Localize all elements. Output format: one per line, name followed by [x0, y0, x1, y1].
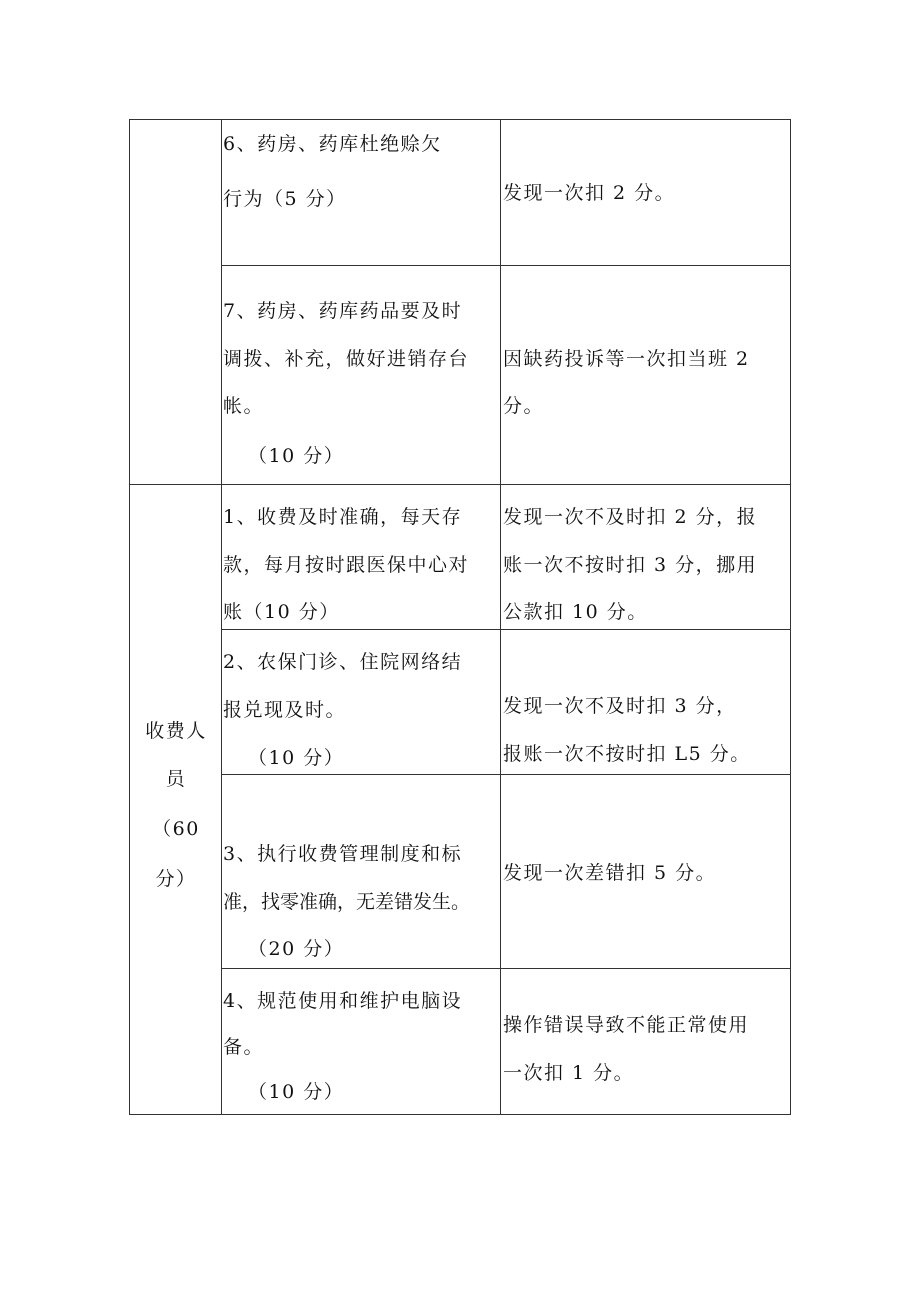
fee-criterion-1-line-1: 1、收费及时准确，每天存 [223, 506, 463, 528]
column-divider [500, 119, 501, 1115]
fee-criterion-4-line-2: 备。 [223, 1036, 265, 1058]
fee-criterion-4-line-3: （10 分） [248, 1081, 345, 1103]
fee-deduction-2-line-1: 发现一次不及时扣 3 分， [503, 695, 737, 717]
fee-criterion-3-line-3: （20 分） [248, 938, 345, 960]
fee-deduction-1-line-1: 发现一次不及时扣 2 分，报 [503, 506, 758, 528]
fee-deduction-4-line-1: 操作错误导致不能正常使用 [503, 1014, 750, 1036]
column-divider [221, 119, 222, 1115]
criterion-7-line-4: （10 分） [248, 445, 345, 467]
category-line-2: 员 [165, 768, 187, 790]
row-divider [129, 484, 790, 485]
deduction-6-line-1: 发现一次扣 2 分。 [503, 182, 676, 204]
category-line-3: （60 [152, 818, 200, 840]
fee-deduction-4-line-2: 一次扣 1 分。 [503, 1062, 635, 1084]
criterion-7-line-3: 帐。 [223, 395, 265, 417]
fee-deduction-3-line-1: 发现一次差错扣 5 分。 [503, 862, 717, 884]
criterion-7-line-1: 7、药房、药库药品要及时 [223, 300, 463, 322]
criterion-6-line-1: 6、药房、药库杜绝赊欠 [223, 133, 442, 155]
fee-criterion-1-line-3: 账（10 分） [223, 601, 340, 623]
row-divider [221, 265, 790, 266]
fee-criterion-2-line-2: 报兑现及时。 [223, 699, 347, 721]
fee-criterion-4-line-1: 4、规范使用和维护电脑设 [223, 990, 463, 1012]
fee-deduction-1-line-2: 账一次不按时扣 3 分，挪用 [503, 554, 758, 576]
criterion-6-line-2: 行为（5 分） [223, 188, 347, 210]
fee-deduction-2-line-2: 报账一次不按时扣 L5 分。 [503, 743, 751, 765]
deduction-7-line-2: 分。 [503, 395, 545, 417]
fee-deduction-1-line-3: 公款扣 10 分。 [503, 601, 648, 623]
fee-criterion-3-line-2: 准，找零准确，无差错发生。 [223, 891, 471, 913]
fee-criterion-2-line-1: 2、农保门诊、住院网络结 [223, 651, 463, 673]
criterion-7-line-2: 调拨、补充，做好进销存台 [223, 348, 470, 370]
deduction-7-line-1: 因缺药投诉等一次扣当班 2 [503, 348, 750, 370]
fee-criterion-1-line-2: 款，每月按时跟医保中心对 [223, 554, 470, 576]
category-line-1: 收费人 [145, 720, 207, 742]
category-line-4: 分） [155, 868, 197, 890]
fee-criterion-3-line-1: 3、执行收费管理制度和标 [223, 843, 463, 865]
fee-criterion-2-line-3: （10 分） [248, 747, 345, 769]
